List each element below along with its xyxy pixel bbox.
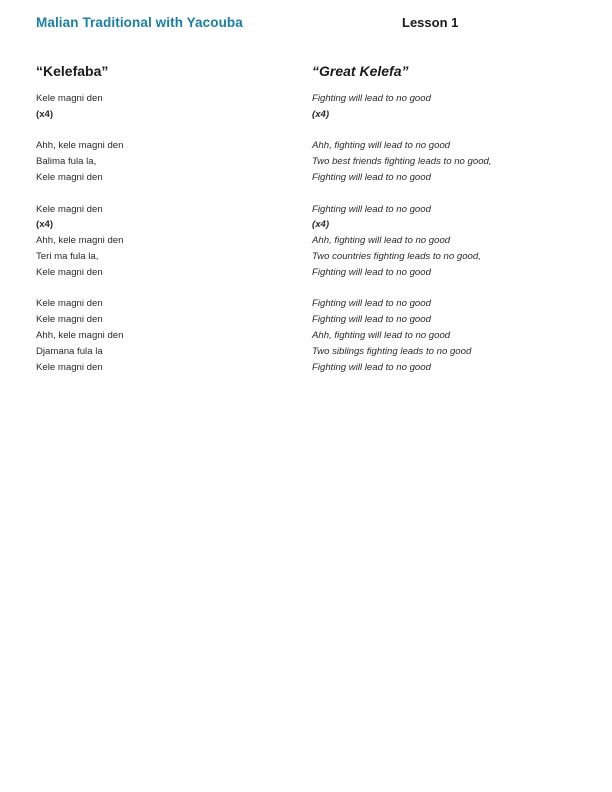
lyric-line: Kele magni den [36, 314, 103, 326]
repeat-marker: (x4) [312, 219, 330, 231]
lyric-line: Kele magni den [36, 361, 103, 373]
lyric-line: Kele magni den [36, 203, 103, 215]
translation-line: Fighting will lead to no good [312, 361, 431, 373]
lyric-line: Djamana fula la [36, 345, 103, 357]
stanza-gap [36, 281, 296, 297]
repeat-marker: (x4) [312, 108, 330, 120]
translation-line: Fighting will lead to no good [312, 171, 431, 183]
translation-line: Two countries fighting leads to no good, [312, 250, 481, 262]
lyric-line: Ahh, kele magni den [36, 329, 124, 341]
translation-line: Ahh, fighting will lead to no good [312, 329, 451, 341]
lyric-line: Ahh, kele magni den [36, 235, 124, 247]
translation-line: Fighting will lead to no good [312, 93, 431, 104]
translation-lyrics [312, 91, 572, 375]
lyric-line: Kele magni den [36, 266, 103, 278]
translation-line: Ahh, fighting will lead to no good [312, 235, 451, 247]
repeat-marker: (x4) [36, 108, 54, 120]
translation-lyrics-column [312, 63, 572, 375]
header-title: Malian Traditional with Yacouba [36, 15, 243, 30]
stanza-gap [36, 123, 296, 139]
lyric-line: Ahh, kele magni den [36, 140, 124, 152]
translation-line: Fighting will lead to no good [312, 266, 431, 278]
repeat-marker: (x4) [36, 219, 54, 231]
translation-line: Fighting will lead to no good [312, 203, 431, 215]
lyric-line: Balima fula la, [36, 156, 97, 168]
song-title-original: “Kelefaba” [36, 63, 109, 79]
translation-line: Ahh, fighting will lead to no good [312, 140, 451, 152]
lyric-line: Kele magni den [36, 93, 103, 104]
original-lyrics-column [36, 63, 296, 375]
stanza-gap [312, 186, 572, 202]
lesson-label: Lesson 1 [402, 15, 459, 30]
stanza-gap [312, 123, 572, 139]
stanza-gap [36, 186, 296, 202]
lyric-line: Kele magni den [36, 171, 103, 183]
lyric-line: Kele magni den [36, 298, 103, 310]
song-title-translation: “Great Kelefa” [312, 63, 409, 79]
translation-line: Two best friends fighting leads to no good, [312, 156, 492, 168]
translation-line: Fighting will lead to no good [312, 298, 431, 310]
lyric-line: Teri ma fula la, [36, 250, 99, 262]
translation-line: Two siblings fighting leads to no good [312, 345, 472, 357]
translation-line: Fighting will lead to no good [312, 314, 431, 326]
original-lyrics [36, 91, 296, 375]
stanza-gap [312, 281, 572, 297]
